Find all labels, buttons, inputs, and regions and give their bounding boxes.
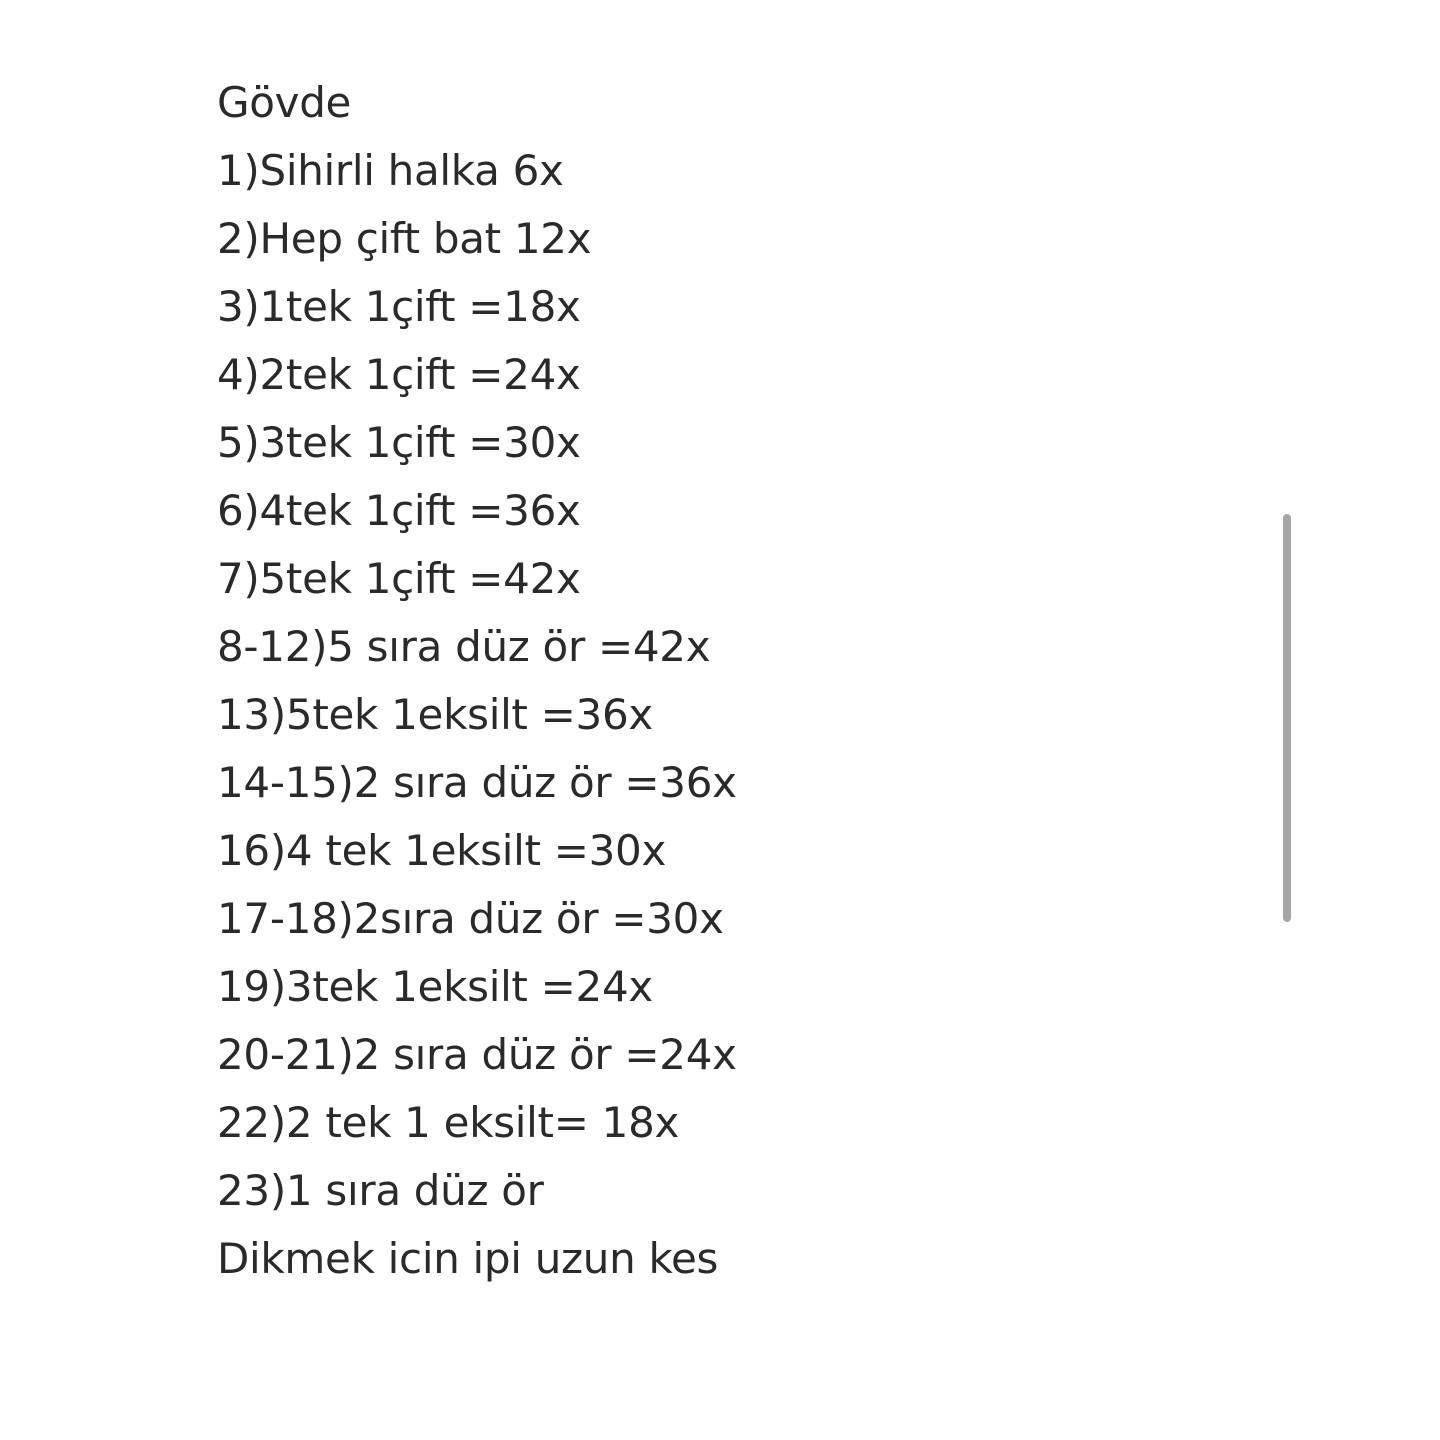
note-line-5: 5)3tek 1çift =30x <box>217 418 581 467</box>
note-line-15: 22)2 tek 1 eksilt= 18x <box>217 1098 680 1147</box>
note-line-3: 3)1tek 1çift =18x <box>217 282 581 331</box>
note-line-4: 4)2tek 1çift =24x <box>217 350 581 399</box>
note-line-6: 6)4tek 1çift =36x <box>217 486 581 535</box>
note-line-9: 13)5tek 1eksilt =36x <box>217 690 653 739</box>
note-line-1: 1)Sihirli halka 6x <box>217 146 564 195</box>
scrollbar-thumb[interactable] <box>1283 514 1291 922</box>
note-line-12: 17-18)2sıra düz ör =30x <box>217 894 724 943</box>
note-line-7: 7)5tek 1çift =42x <box>217 554 581 603</box>
note-line-2: 2)Hep çift bat 12x <box>217 214 592 263</box>
note-line-17: Dikmek icin ipi uzun kes <box>217 1234 719 1283</box>
note-line-11: 16)4 tek 1eksilt =30x <box>217 826 666 875</box>
vertical-scrollbar[interactable] <box>1280 510 1294 926</box>
note-body[interactable] <box>217 69 1217 1293</box>
note-line-10: 14-15)2 sıra düz ör =36x <box>217 758 737 807</box>
note-line-8: 8-12)5 sıra düz ör =42x <box>217 622 711 671</box>
note-line-16: 23)1 sıra düz ör <box>217 1166 544 1215</box>
note-line-13: 19)3tek 1eksilt =24x <box>217 962 653 1011</box>
note-title: Gövde <box>217 78 352 127</box>
note-line-14: 20-21)2 sıra düz ör =24x <box>217 1030 737 1079</box>
